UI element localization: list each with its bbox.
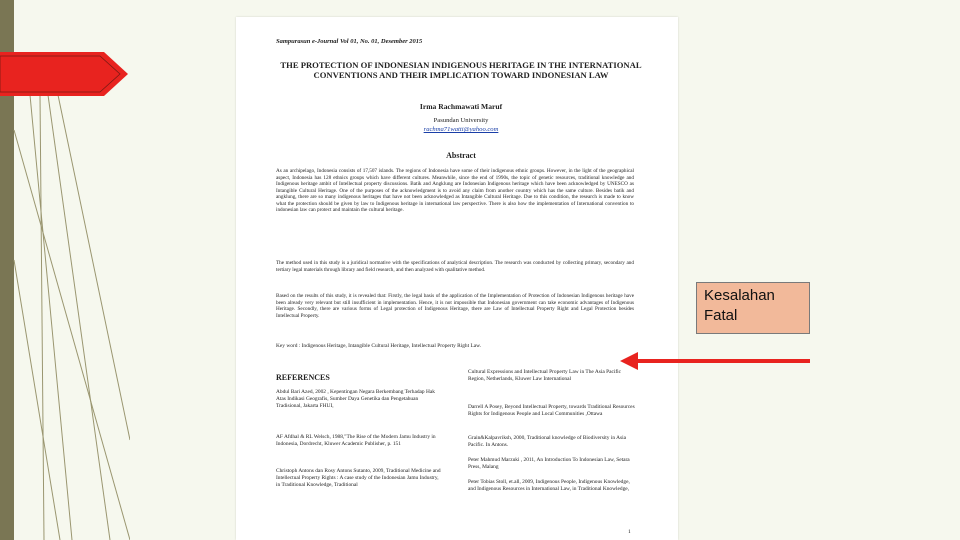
author-email-link[interactable]: rachma71watti@yahoo.com [423, 126, 499, 133]
callout-line-1: Kesalahan [704, 287, 775, 304]
reference-item: Abdul Bari Azed, 2002 , Kepentingan Negara Berkembang Terhadap Hak Atas Indikasi Geografis, Sumber Daya Genetika dan Pengetahuan Tradisional, Jakarta FHUI, [276, 389, 435, 409]
reference-item: Peter Tobias Stoll, et.all, 2009, Indigenous People, Indigenous Knowledge, and Indigenous Resources in International Law, in Traditional Knowledge, [468, 479, 630, 492]
journal-header: Sampurasun e-Journal Vol 01, No. 01, Desember 2015 [276, 38, 423, 45]
reference-item: AF Afdhal & RL Welsch, 1988,"The Rise of the Modern Jamu Industry in Indonesia, Dordrecht, Kluwer Academic Publisher, p. 151 [276, 434, 436, 447]
red-arrow-icon [620, 350, 812, 372]
page-number: 1 [628, 529, 631, 535]
abstract-paragraph-3: Based on the results of this study, it is revealed that: Firstly, the legal basis of the application of the Implementation of Protection of Indonesian Indigenous heritage have been already very relevant but still insufficient in implementation. Hence, it is not impossible that Indonesian government can take economic advantages of Indigenous Heritage. Secondly, there are various forms of Legal protection of Indigenous Heritage, there are Law of Intellectual Property Right and Legal Protection besides Intellectual Property. [276, 293, 634, 319]
author-affiliation: Pasundan University [433, 117, 489, 124]
reference-item: Darrell A Posey, Beyond Intellectual Property, towards Traditional Resources Rights for Indigenous People and Local Communities ,Ottawa [468, 404, 635, 417]
callout-box [696, 282, 810, 334]
author-name: Irma Rachmawati Maruf [419, 102, 503, 111]
reference-item: Christoph Antons dan Rosy Antons Sutanto, 2009, Traditional Medicine and Intellectual Property Rights : A case study of the Indonesian Jamu Industry, in Traditional Knowledge, Traditional [276, 468, 441, 488]
paper-title: THE PROTECTION OF INDONESIAN INDIGENOUS HERITAGE IN THE INTERNATIONAL CONVENTIONS AND THEIR IMPLICATION TOWARD INDONESIAN LAW [280, 60, 642, 80]
reference-item: Cultural Expressions and Intellectual Property Law in The Asia Pacific Region, Netherlands, Kluwer Law International [468, 369, 622, 382]
red-accent-shape [0, 52, 128, 96]
abstract-paragraph-2: The method used in this study is a juridical normative with the specifications of analytical description. The research was conducted by collecting primary, secondary and tertiary legal materials through library and field research, and then analyzed with qualitative method. [276, 260, 634, 273]
abstract-heading: Abstract [446, 151, 476, 160]
references-heading: REFERENCES [276, 373, 330, 382]
reference-item: Peter Mahmud Marzuki , 2011, An Introduction To Indonesian Law, Setara Press, Malang [468, 457, 630, 470]
callout-line-2: Fatal [704, 306, 738, 324]
abstract-paragraph-1: As an archipelago, Indonesia consists of 17,507 islands. The regions of Indonesia have some of their indigenous ethnic groups. However, in the light of the geographical aspect, Indonesia has 128 ethnics groups which have different cultures. Meanwhile, since the end of 1990s, the topic of genetic resources, traditional knowledge and Indigenous heritage ambit of Intellectual property discussions. Batik and Angklung are Indonesian Indigenous heritage which have been acknowledged by UNESCO as Intangible Cultural Heritage. One of the purposes of the acknowledgment is to avoid any claim from another country which has the same culture. Besides batik and angklung, there are so many indigenous heritages that have not been acknowledged as Intangible Cultural Heritage. Due to this condition, the research is made to know what the protection should be given by law to Indigenous heritage in international law perspective. There is also how the implementation of International convention to indonesian law can protect and maintain the cultural heritage. [276, 168, 634, 213]
keywords: Key word : Indigenous Heritage, Intangible Cultural Heritage, Intellectual Property Right Law. [276, 343, 482, 349]
reference-item: Grain&Kalpavriksh, 2000, Traditional knowledge of Biodiversity in Asia Pacific. In Antons. [468, 435, 626, 448]
paper-page [236, 17, 678, 540]
